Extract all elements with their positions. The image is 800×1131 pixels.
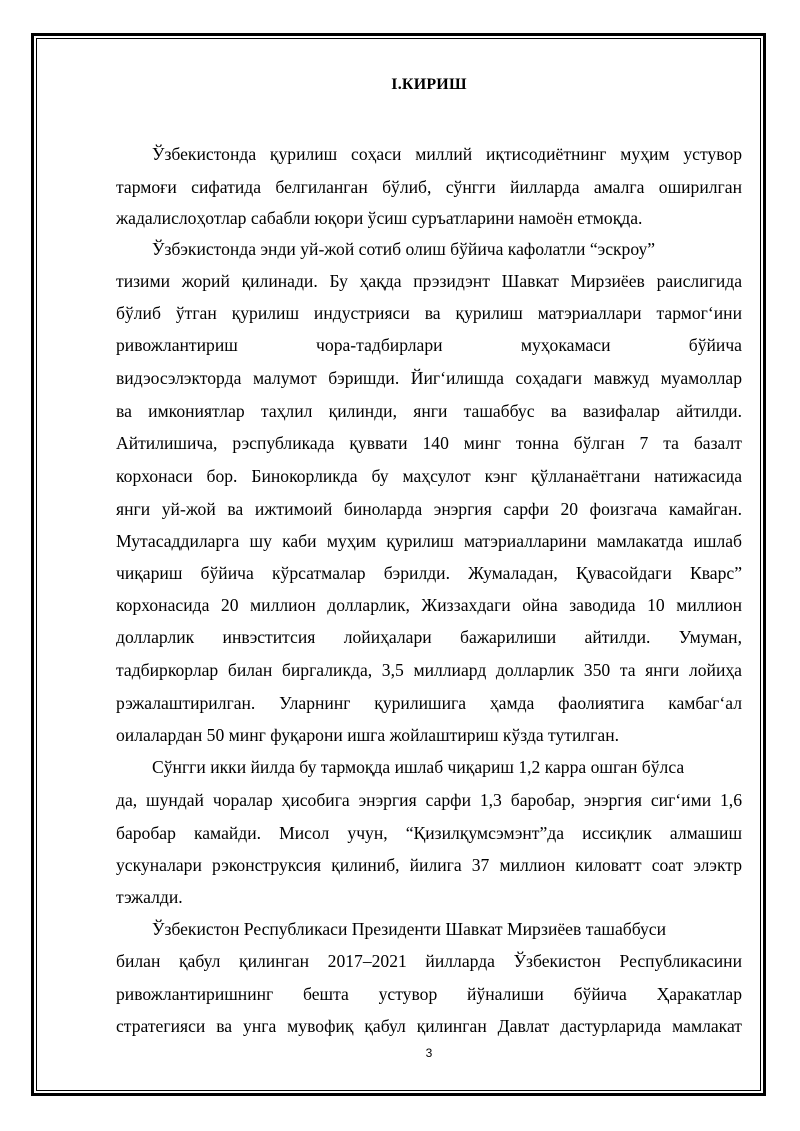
text-line: янги уй-жой ва ижтимоий биноларда энэргия сарфи 20 фоизгача камайган.: [116, 499, 742, 519]
text-line: ривожлантиришнинг бешта устувор йўналиши бўйича Ҳаракатлар: [116, 984, 742, 1004]
text-line: ва имкониятлар таҳлил қилинди, янги ташаббус ва вазифалар айтилди.: [116, 401, 742, 421]
text-line: да, шундай чоралар ҳисобига энэргия сарфи 1,3 баробар, энэргия сигʻими 1,6: [116, 790, 742, 810]
text-line: корхонаси бор. Бинокорликда бу маҳсулот кэнг қўлланаётгани натижасида: [116, 466, 742, 486]
text-line: Ўзбекистон Республикаси Президенти Шавкат Мирзиёев ташаббуси: [152, 919, 667, 939]
text-line: Ўзбэкистонда энди уй-жой сотиб олиш бўйича кафолатли “эскроу”: [152, 239, 656, 259]
text-line: Ўзбекистонда қурилиш соҳаси миллий иқтисодиётнинг муҳим устувор: [152, 144, 742, 164]
text-line: Айтилишича, рэспубликада қуввати 140 минг тонна бўлган 7 та базалт: [116, 433, 742, 453]
text-line: чиқариш бўйича кўрсатмалар бэрилди. Жумаладан, Қувасойдаги Кварс”: [116, 563, 742, 583]
text-line: тадбиркорлар билан биргаликда, 3,5 миллиард долларлик 350 та янги лойиҳа: [116, 660, 742, 680]
text-line: тармоғи сифатида белгиланган бўлиб, сўнгги йилларда амалга оширилган: [116, 177, 742, 197]
text-line: оилалардан 50 минг фуқарони ишга жойлаштириш кўзда тутилган.: [116, 725, 620, 745]
text-line: тэжалди.: [116, 887, 183, 907]
page-number: 3: [425, 1046, 433, 1060]
text-line: стратегияси ва унга мувофиқ қабул қилинган Давлат дастурларида мамлакат: [116, 1016, 742, 1036]
text-line: Сўнгги икки йилда бу тармоқда ишлаб чиқариш 1,2 карра ошган бўлса: [152, 757, 685, 777]
text-line: билан қабул қилинган 2017–2021 йилларда Ўзбекистон Республикасини: [116, 951, 742, 971]
text-line: жадалислоҳотлар сабабли юқори ўсиш суръатларини намоён етмоқда.: [116, 208, 643, 228]
text-line: бўлиб ўтган қурилиш индустрияси ва қурилиш матэриаллари тармогʻини: [116, 303, 742, 323]
text-line: рэжалаштирилган. Уларнинг қурилишига ҳамда фаолиятига камбагʻал: [116, 693, 742, 713]
text-line: корхонасида 20 миллион долларлик, Жиззахдаги ойна заводида 10 миллион: [116, 595, 742, 615]
text-line: баробар камайди. Мисол учун, “Қизилқумсэмэнт”да иссиқлик алмашиш: [116, 823, 742, 843]
text-line: тизими жорий қилинади. Бу ҳақда прэзидэнт Шавкат Мирзиёев раислигида: [116, 271, 742, 291]
text-line: ривожлантириш чора-тадбирлари муҳокамаси бўйича: [116, 335, 742, 355]
text-line: Мутасаддиларга шу каби муҳим қурилиш матэриалларини мамлакатда ишлаб: [116, 531, 742, 551]
text-line: видэосэлэкторда малумот бэришди. Йигʻилишда соҳадаги мавжуд муамоллар: [116, 368, 742, 388]
text-line: ускуналари рэконструксия қилиниб, йилига 37 миллион киловатт соат элэктр: [116, 855, 742, 875]
section-title: I.КИРИШ: [391, 76, 467, 93]
text-line: долларлик инвэститсия лойиҳалари бажарилиши айтилди. Умуман,: [116, 627, 742, 647]
